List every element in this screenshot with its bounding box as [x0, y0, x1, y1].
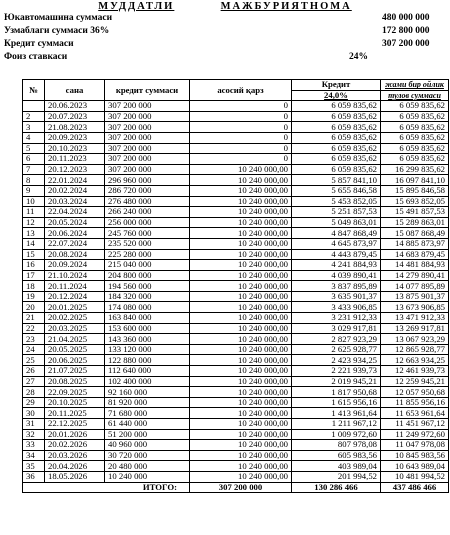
row-jami: 6 059 835,62	[381, 122, 449, 133]
row-foiz: 2 423 934,25	[292, 355, 381, 366]
row-asosiy: 10 240 000,00	[190, 291, 292, 302]
row-foiz: 3 635 901,37	[292, 291, 381, 302]
row-jami: 15 289 863,01	[381, 217, 449, 228]
row-foiz: 6 059 835,62	[292, 101, 381, 112]
row-number: 9	[23, 185, 45, 196]
table-row	[23, 323, 449, 334]
row-kredit: 112 640 000	[105, 366, 190, 377]
table-row	[23, 302, 449, 313]
row-jami: 16 299 835,62	[381, 164, 449, 175]
row-jami: 12 259 945,21	[381, 376, 449, 387]
row-date: 20.02.2025	[45, 313, 105, 324]
row-asosiy: 10 240 000,00	[190, 440, 292, 451]
header-kredit: кредит суммаси	[105, 80, 190, 101]
info-row-credit-amount	[4, 39, 430, 49]
row-number: 29	[23, 397, 45, 408]
row-number	[23, 101, 45, 112]
table-row	[23, 185, 449, 196]
table-row	[23, 122, 449, 133]
table-total-row	[23, 482, 449, 493]
row-date: 20.06.2025	[45, 355, 105, 366]
row-date: 20.03.2025	[45, 323, 105, 334]
table-row	[23, 260, 449, 271]
row-foiz: 4 241 884,93	[292, 260, 381, 271]
row-jami: 12 663 934,25	[381, 355, 449, 366]
row-foiz: 1 413 961,64	[292, 408, 381, 419]
row-foiz: 4 847 868,49	[292, 228, 381, 239]
row-jami: 11 047 978,08	[381, 440, 449, 451]
info-label: Узмаблаги суммаси 36%	[4, 26, 110, 36]
table-row	[23, 111, 449, 122]
row-jami: 14 279 890,41	[381, 270, 449, 281]
row-asosiy: 10 240 000,00	[190, 419, 292, 430]
row-jami: 14 885 873,97	[381, 238, 449, 249]
row-number: 27	[23, 376, 45, 387]
row-number: 7	[23, 164, 45, 175]
row-date: 20.12.2023	[45, 164, 105, 175]
row-foiz: 201 994,52	[292, 471, 381, 482]
row-jami: 6 059 835,62	[381, 132, 449, 143]
row-kredit: 215 040 000	[105, 260, 190, 271]
row-number: 5	[23, 143, 45, 154]
row-number: 16	[23, 260, 45, 271]
row-kredit: 307 200 000	[105, 111, 190, 122]
row-asosiy: 10 240 000,00	[190, 408, 292, 419]
table-row	[23, 450, 449, 461]
row-date: 20.02.2026	[45, 440, 105, 451]
table-row	[23, 471, 449, 482]
header-jami-top	[381, 80, 449, 91]
title-part1: МУДДАТЛИ	[98, 1, 175, 12]
header-date: сана	[45, 80, 105, 101]
row-kredit: 307 200 000	[105, 143, 190, 154]
row-jami: 12 865 928,77	[381, 344, 449, 355]
table-row	[23, 175, 449, 186]
table-row	[23, 334, 449, 345]
row-foiz: 6 059 835,62	[292, 122, 381, 133]
table-row	[23, 291, 449, 302]
row-asosiy: 10 240 000,00	[190, 281, 292, 292]
row-date: 20.11.2023	[45, 154, 105, 165]
row-number: 11	[23, 207, 45, 218]
row-foiz: 5 453 852,05	[292, 196, 381, 207]
row-number: 24	[23, 344, 45, 355]
table-row	[23, 429, 449, 440]
row-kredit: 30 720 000	[105, 450, 190, 461]
table-row	[23, 397, 449, 408]
row-number: 13	[23, 228, 45, 239]
row-foiz: 5 049 863,01	[292, 217, 381, 228]
row-foiz: 2 625 928,77	[292, 344, 381, 355]
header-asosiy: асосий қарз	[190, 80, 292, 101]
row-asosiy: 10 240 000,00	[190, 207, 292, 218]
row-asosiy: 0	[190, 101, 292, 112]
header-jami-bottom	[381, 90, 449, 101]
row-date: 20.07.2023	[45, 111, 105, 122]
info-label: Фоиз ставкаси	[4, 52, 68, 62]
table-row	[23, 440, 449, 451]
row-foiz: 1 615 956,16	[292, 397, 381, 408]
row-foiz: 2 827 923,29	[292, 334, 381, 345]
row-date: 22.01.2024	[45, 175, 105, 186]
row-number: 20	[23, 302, 45, 313]
row-kredit: 20 480 000	[105, 461, 190, 472]
row-asosiy: 10 240 000,00	[190, 344, 292, 355]
row-jami: 6 059 835,62	[381, 111, 449, 122]
row-jami: 11 653 961,64	[381, 408, 449, 419]
row-date: 20.03.2024	[45, 196, 105, 207]
table-row	[23, 143, 449, 154]
row-kredit: 163 840 000	[105, 313, 190, 324]
table-row	[23, 408, 449, 419]
row-foiz: 6 059 835,62	[292, 164, 381, 175]
row-foiz: 605 983,56	[292, 450, 381, 461]
info-row-interest-rate	[4, 52, 368, 62]
info-row-truck-amount	[4, 13, 430, 23]
row-kredit: 71 680 000	[105, 408, 190, 419]
row-jami: 14 481 884,93	[381, 260, 449, 271]
row-date: 20.10.2023	[45, 143, 105, 154]
row-asosiy: 10 240 000,00	[190, 260, 292, 271]
total-foiz: 130 286 466	[292, 482, 381, 493]
row-date: 22.04.2024	[45, 207, 105, 218]
row-date: 20.06.2024	[45, 228, 105, 239]
info-label: Кредит суммаси	[4, 39, 74, 49]
row-jami: 10 481 994,52	[381, 471, 449, 482]
row-kredit: 92 160 000	[105, 387, 190, 398]
row-date: 20.01.2026	[45, 429, 105, 440]
row-asosiy: 10 240 000,00	[190, 355, 292, 366]
row-jami: 11 249 972,60	[381, 429, 449, 440]
row-date: 20.06.2023	[45, 101, 105, 112]
row-asosiy: 10 240 000,00	[190, 461, 292, 472]
row-number: 21	[23, 313, 45, 324]
row-kredit: 245 760 000	[105, 228, 190, 239]
row-jami: 6 059 835,62	[381, 154, 449, 165]
row-asosiy: 10 240 000,00	[190, 397, 292, 408]
row-asosiy: 10 240 000,00	[190, 323, 292, 334]
row-kredit: 81 920 000	[105, 397, 190, 408]
row-number: 25	[23, 355, 45, 366]
info-value: 307 200 000	[382, 39, 430, 49]
row-asosiy: 10 240 000,00	[190, 334, 292, 345]
row-kredit: 204 800 000	[105, 270, 190, 281]
row-asosiy: 10 240 000,00	[190, 175, 292, 186]
row-foiz: 5 655 846,58	[292, 185, 381, 196]
row-asosiy: 10 240 000,00	[190, 228, 292, 239]
table-row	[23, 355, 449, 366]
row-date: 20.01.2025	[45, 302, 105, 313]
row-foiz: 4 039 890,41	[292, 270, 381, 281]
row-kredit: 133 120 000	[105, 344, 190, 355]
row-date: 20.12.2024	[45, 291, 105, 302]
row-kredit: 256 000 000	[105, 217, 190, 228]
row-number: 31	[23, 419, 45, 430]
row-foiz: 6 059 835,62	[292, 132, 381, 143]
header-foiz-bottom	[292, 90, 381, 101]
row-foiz: 2 221 939,73	[292, 366, 381, 377]
row-jami: 15 895 846,58	[381, 185, 449, 196]
row-jami: 15 491 857,53	[381, 207, 449, 218]
header-foiz-top: Кредит	[292, 80, 381, 91]
row-foiz: 5 857 841,10	[292, 175, 381, 186]
row-date: 21.04.2025	[45, 334, 105, 345]
row-asosiy: 10 240 000,00	[190, 376, 292, 387]
row-kredit: 235 520 000	[105, 238, 190, 249]
row-asosiy: 10 240 000,00	[190, 249, 292, 260]
row-kredit: 143 360 000	[105, 334, 190, 345]
row-jami: 13 673 906,85	[381, 302, 449, 313]
row-jami: 12 461 939,73	[381, 366, 449, 377]
row-kredit: 286 720 000	[105, 185, 190, 196]
table-row	[23, 270, 449, 281]
row-kredit: 184 320 000	[105, 291, 190, 302]
row-date: 20.11.2025	[45, 408, 105, 419]
document-title	[0, 1, 450, 12]
row-kredit: 266 240 000	[105, 207, 190, 218]
total-asosiy: 307 200 000	[190, 482, 292, 493]
row-date: 20.02.2024	[45, 185, 105, 196]
row-date: 20.09.2024	[45, 260, 105, 271]
row-foiz: 403 989,04	[292, 461, 381, 472]
row-asosiy: 10 240 000,00	[190, 429, 292, 440]
row-kredit: 307 200 000	[105, 132, 190, 143]
row-kredit: 102 400 000	[105, 376, 190, 387]
row-jami: 10 643 989,04	[381, 461, 449, 472]
row-number: 14	[23, 238, 45, 249]
row-number: 30	[23, 408, 45, 419]
info-label: Юкавтомашина суммаси	[4, 13, 113, 23]
table-row	[23, 376, 449, 387]
table-row	[23, 154, 449, 165]
row-jami: 11 855 956,16	[381, 397, 449, 408]
row-jami: 13 067 923,29	[381, 334, 449, 345]
row-date: 21.07.2025	[45, 366, 105, 377]
info-value: 172 800 000	[382, 26, 430, 36]
row-number: 19	[23, 291, 45, 302]
row-asosiy: 10 240 000,00	[190, 450, 292, 461]
row-jami: 6 059 835,62	[381, 101, 449, 112]
row-date: 20.04.2026	[45, 461, 105, 472]
row-kredit: 296 960 000	[105, 175, 190, 186]
row-foiz: 3 433 906,85	[292, 302, 381, 313]
row-asosiy: 10 240 000,00	[190, 164, 292, 175]
row-kredit: 307 200 000	[105, 164, 190, 175]
row-asosiy: 10 240 000,00	[190, 270, 292, 281]
title-part2: МАЖБУРИЯТНОМА	[220, 1, 352, 12]
row-number: 18	[23, 281, 45, 292]
row-jami: 14 683 879,45	[381, 249, 449, 260]
table-row	[23, 164, 449, 175]
row-number: 15	[23, 249, 45, 260]
row-jami: 11 451 967,12	[381, 419, 449, 430]
row-jami: 12 057 950,68	[381, 387, 449, 398]
row-kredit: 276 480 000	[105, 196, 190, 207]
row-asosiy: 10 240 000,00	[190, 185, 292, 196]
table-row	[23, 344, 449, 355]
row-number: 26	[23, 366, 45, 377]
row-number: 3	[23, 122, 45, 133]
row-asosiy: 0	[190, 111, 292, 122]
row-date: 20.03.2026	[45, 450, 105, 461]
row-date: 20.09.2023	[45, 132, 105, 143]
row-number: 6	[23, 154, 45, 165]
row-date: 20.05.2024	[45, 217, 105, 228]
row-kredit: 307 200 000	[105, 122, 190, 133]
row-jami: 15 693 852,05	[381, 196, 449, 207]
row-kredit: 122 880 000	[105, 355, 190, 366]
row-jami: 13 471 912,33	[381, 313, 449, 324]
row-kredit: 307 200 000	[105, 154, 190, 165]
info-row-down-payment	[4, 26, 430, 36]
row-asosiy: 0	[190, 122, 292, 133]
row-date: 22.07.2024	[45, 238, 105, 249]
row-kredit: 40 960 000	[105, 440, 190, 451]
header-jami-top-text: жами бир ойлик	[385, 80, 444, 90]
row-jami: 10 845 983,56	[381, 450, 449, 461]
row-date: 18.05.2026	[45, 471, 105, 482]
table-row	[23, 101, 449, 112]
row-asosiy: 10 240 000,00	[190, 217, 292, 228]
info-value: 480 000 000	[382, 13, 430, 23]
table-row	[23, 419, 449, 430]
row-kredit: 153 600 000	[105, 323, 190, 334]
header-jami-bottom-text: тулов суммаси	[388, 90, 441, 100]
row-asosiy: 10 240 000,00	[190, 196, 292, 207]
row-number: 36	[23, 471, 45, 482]
table-header-row	[23, 80, 449, 91]
row-foiz: 1 009 972,60	[292, 429, 381, 440]
row-date: 21.10.2024	[45, 270, 105, 281]
row-kredit: 10 240 000	[105, 471, 190, 482]
table-row	[23, 461, 449, 472]
row-foiz: 6 059 835,62	[292, 111, 381, 122]
row-kredit: 225 280 000	[105, 249, 190, 260]
row-number: 34	[23, 450, 45, 461]
row-asosiy: 0	[190, 132, 292, 143]
row-number: 17	[23, 270, 45, 281]
row-foiz: 3 837 895,89	[292, 281, 381, 292]
row-number: 2	[23, 111, 45, 122]
row-number: 10	[23, 196, 45, 207]
row-date: 21.08.2023	[45, 122, 105, 133]
row-asosiy: 0	[190, 143, 292, 154]
row-jami: 13 875 901,37	[381, 291, 449, 302]
row-kredit: 307 200 000	[105, 101, 190, 112]
row-jami: 6 059 835,62	[381, 143, 449, 154]
row-number: 28	[23, 387, 45, 398]
row-kredit: 61 440 000	[105, 419, 190, 430]
row-jami: 16 097 841,10	[381, 175, 449, 186]
table-row	[23, 387, 449, 398]
row-foiz: 1 211 967,12	[292, 419, 381, 430]
row-number: 33	[23, 440, 45, 451]
row-jami: 15 087 868,49	[381, 228, 449, 239]
row-foiz: 3 029 917,81	[292, 323, 381, 334]
row-asosiy: 10 240 000,00	[190, 238, 292, 249]
row-asosiy: 10 240 000,00	[190, 471, 292, 482]
row-foiz: 5 251 857,53	[292, 207, 381, 218]
row-asosiy: 0	[190, 154, 292, 165]
row-number: 35	[23, 461, 45, 472]
table-row	[23, 132, 449, 143]
table-row	[23, 196, 449, 207]
row-foiz: 6 059 835,62	[292, 154, 381, 165]
row-number: 32	[23, 429, 45, 440]
row-number: 12	[23, 217, 45, 228]
row-date: 20.08.2025	[45, 376, 105, 387]
row-jami: 13 269 917,81	[381, 323, 449, 334]
payment-schedule-table	[22, 79, 449, 493]
row-number: 8	[23, 175, 45, 186]
total-label: ИТОГО:	[23, 482, 190, 493]
table-row	[23, 238, 449, 249]
row-date: 20.05.2025	[45, 344, 105, 355]
row-kredit: 51 200 000	[105, 429, 190, 440]
table-row	[23, 366, 449, 377]
row-date: 20.10.2025	[45, 397, 105, 408]
row-kredit: 194 560 000	[105, 281, 190, 292]
table-row	[23, 249, 449, 260]
row-asosiy: 10 240 000,00	[190, 366, 292, 377]
row-foiz: 4 645 873,97	[292, 238, 381, 249]
row-date: 22.09.2025	[45, 387, 105, 398]
total-jami: 437 486 466	[381, 482, 449, 493]
row-asosiy: 10 240 000,00	[190, 302, 292, 313]
row-foiz: 2 019 945,21	[292, 376, 381, 387]
table-row	[23, 228, 449, 239]
row-date: 20.11.2024	[45, 281, 105, 292]
row-asosiy: 10 240 000,00	[190, 387, 292, 398]
row-jami: 14 077 895,89	[381, 281, 449, 292]
header-no: №	[23, 80, 45, 101]
row-foiz: 3 231 912,33	[292, 313, 381, 324]
table-row	[23, 217, 449, 228]
table-row	[23, 313, 449, 324]
row-date: 20.08.2024	[45, 249, 105, 260]
row-asosiy: 10 240 000,00	[190, 313, 292, 324]
row-kredit: 174 080 000	[105, 302, 190, 313]
table-row	[23, 281, 449, 292]
row-number: 23	[23, 334, 45, 345]
header-foiz-bottom-text: 24,0%	[324, 90, 348, 100]
info-value: 24%	[349, 52, 368, 62]
table-row	[23, 207, 449, 218]
row-foiz: 6 059 835,62	[292, 143, 381, 154]
row-number: 22	[23, 323, 45, 334]
row-date: 22.12.2025	[45, 419, 105, 430]
row-foiz: 4 443 879,45	[292, 249, 381, 260]
row-foiz: 807 978,08	[292, 440, 381, 451]
row-foiz: 1 817 950,68	[292, 387, 381, 398]
row-number: 4	[23, 132, 45, 143]
